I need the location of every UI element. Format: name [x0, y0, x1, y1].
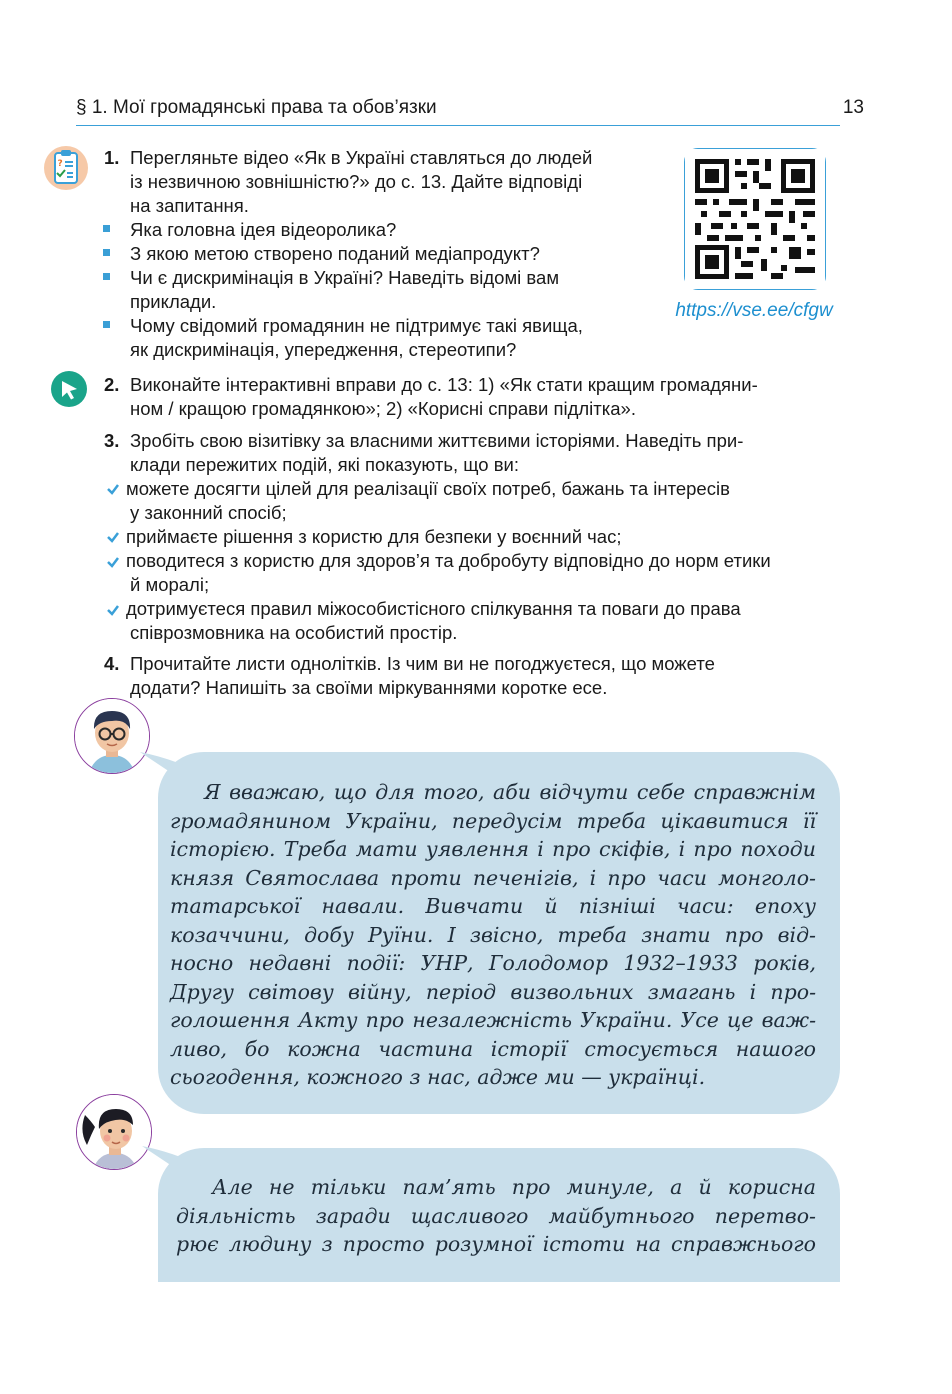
question-item: приклади. [130, 291, 217, 312]
check-icon [106, 603, 120, 617]
letter-line: рює людину з просто розумної істоти на справжнього [176, 1232, 816, 1256]
check-item: співрозмовника на особистий простір. [130, 622, 458, 643]
letter-line: сьогодення, кожного з нас, адже ми — українці. [170, 1065, 706, 1089]
task-text: Зробіть свою візитівку за власними життєвими історіями. Наведіть при- [130, 430, 744, 451]
check-icon [106, 530, 120, 544]
cursor-click-icon [50, 370, 88, 408]
qr-code-image [685, 149, 825, 289]
letter-line: ливо, бо кожна частина історії стосується нашого [170, 1036, 816, 1061]
checklist-icon [43, 145, 89, 191]
list-bullet [103, 249, 110, 256]
letter-line: Я вважаю, що для того, аби відчути себе справжнім [204, 780, 816, 804]
check-item: можете досягти цілей для реалізації своїх потреб, бажань та інтересів [126, 478, 730, 499]
svg-text:?: ? [57, 159, 63, 169]
letter-text [176, 1173, 816, 1259]
letter-line: козаччини, добу Руїни. І звісно, треба знати про від- [170, 922, 816, 947]
task-text: Прочитайте листи однолітків. Із чим ви не погоджуєтеся, що можете [130, 653, 715, 674]
check-item: приймаєте рішення з користю для безпеки у воєнний час; [126, 526, 622, 547]
letter-line: князя Святослава проти печенігів, і про часи монголо- [170, 865, 816, 890]
boy-avatar [74, 698, 150, 774]
page-number: 13 [842, 97, 864, 118]
letter-line: голошення Акту про незалежність України. Усе це важ- [170, 1008, 816, 1032]
question-item: З якою метою створено поданий медіапродукт? [130, 243, 540, 264]
task-number: 4. [104, 653, 120, 674]
letter-line: Але не тільки пам’ять про минуле, а й корисна [212, 1175, 816, 1199]
section-title: § 1. Мої громадянські права та обов’язки [76, 97, 437, 118]
list-bullet [103, 273, 110, 280]
task-text: на запитання. [130, 195, 249, 216]
task-number: 3. [104, 430, 120, 451]
letter-line: історією. Треба мати уявлення і про скіфів, і про походи [170, 837, 816, 861]
task-text: із незвичною зовнішністю?» до с. 13. Дайте відповіді [130, 171, 583, 192]
letter-line: громадянином України, передусім треба цікавитися її [170, 808, 816, 833]
task-text: ном / кращою громадянкою»; 2) «Корисні справи підлітка». [130, 398, 636, 419]
list-bullet [103, 321, 110, 328]
question-item: як дискримінація, упередження, стереотипи? [130, 339, 517, 360]
task-text: Перегляньте відео «Як в Україні ставляться до людей [130, 147, 593, 168]
task-text: клади пережитих подій, які показують, що ви: [130, 454, 520, 475]
page-header [76, 95, 840, 126]
task-number: 1. [104, 147, 120, 168]
girl-avatar [76, 1094, 152, 1170]
task-text: додати? Напишіть за своїми міркуваннями коротке есе. [130, 677, 608, 698]
check-item: й моралі; [130, 574, 210, 595]
check-item: у законний спосіб; [130, 502, 287, 523]
task-text: Виконайте інтерактивні вправи до с. 13: 1) «Як стати кращим громадяни- [130, 374, 758, 395]
list-bullet [103, 225, 110, 232]
task-number: 2. [104, 374, 120, 395]
check-item: поводитеся з користю для здоров’я та добробуту відповідно до норм етики [126, 550, 771, 571]
qr-code[interactable] [684, 148, 826, 290]
qr-link[interactable]: https://vse.ee/cfgw [675, 300, 833, 321]
question-item: Чи є дискримінація в Україні? Наведіть відомі вам [130, 267, 560, 288]
check-icon [106, 482, 120, 496]
letter-line: Другу світову війну, період визвольних змагань і про- [170, 979, 816, 1004]
letter-text [170, 778, 816, 1092]
question-item: Яка головна ідея відеоролика? [130, 219, 397, 240]
question-item: Чому свідомий громадянин не підтримує такі явища, [130, 315, 583, 336]
check-item: дотримуєтеся правил міжособистісного спілкування та поваги до права [126, 598, 741, 619]
letter-line: носно недавні події: УНР, Голодомор 1932–1933 років, [170, 951, 816, 975]
check-icon [106, 555, 120, 569]
letter-line: татарської навали. Вивчати й пізніші часи: епоху [170, 894, 816, 918]
letter-line: діяльність заради щасливого майбутнього перетво- [176, 1203, 816, 1228]
